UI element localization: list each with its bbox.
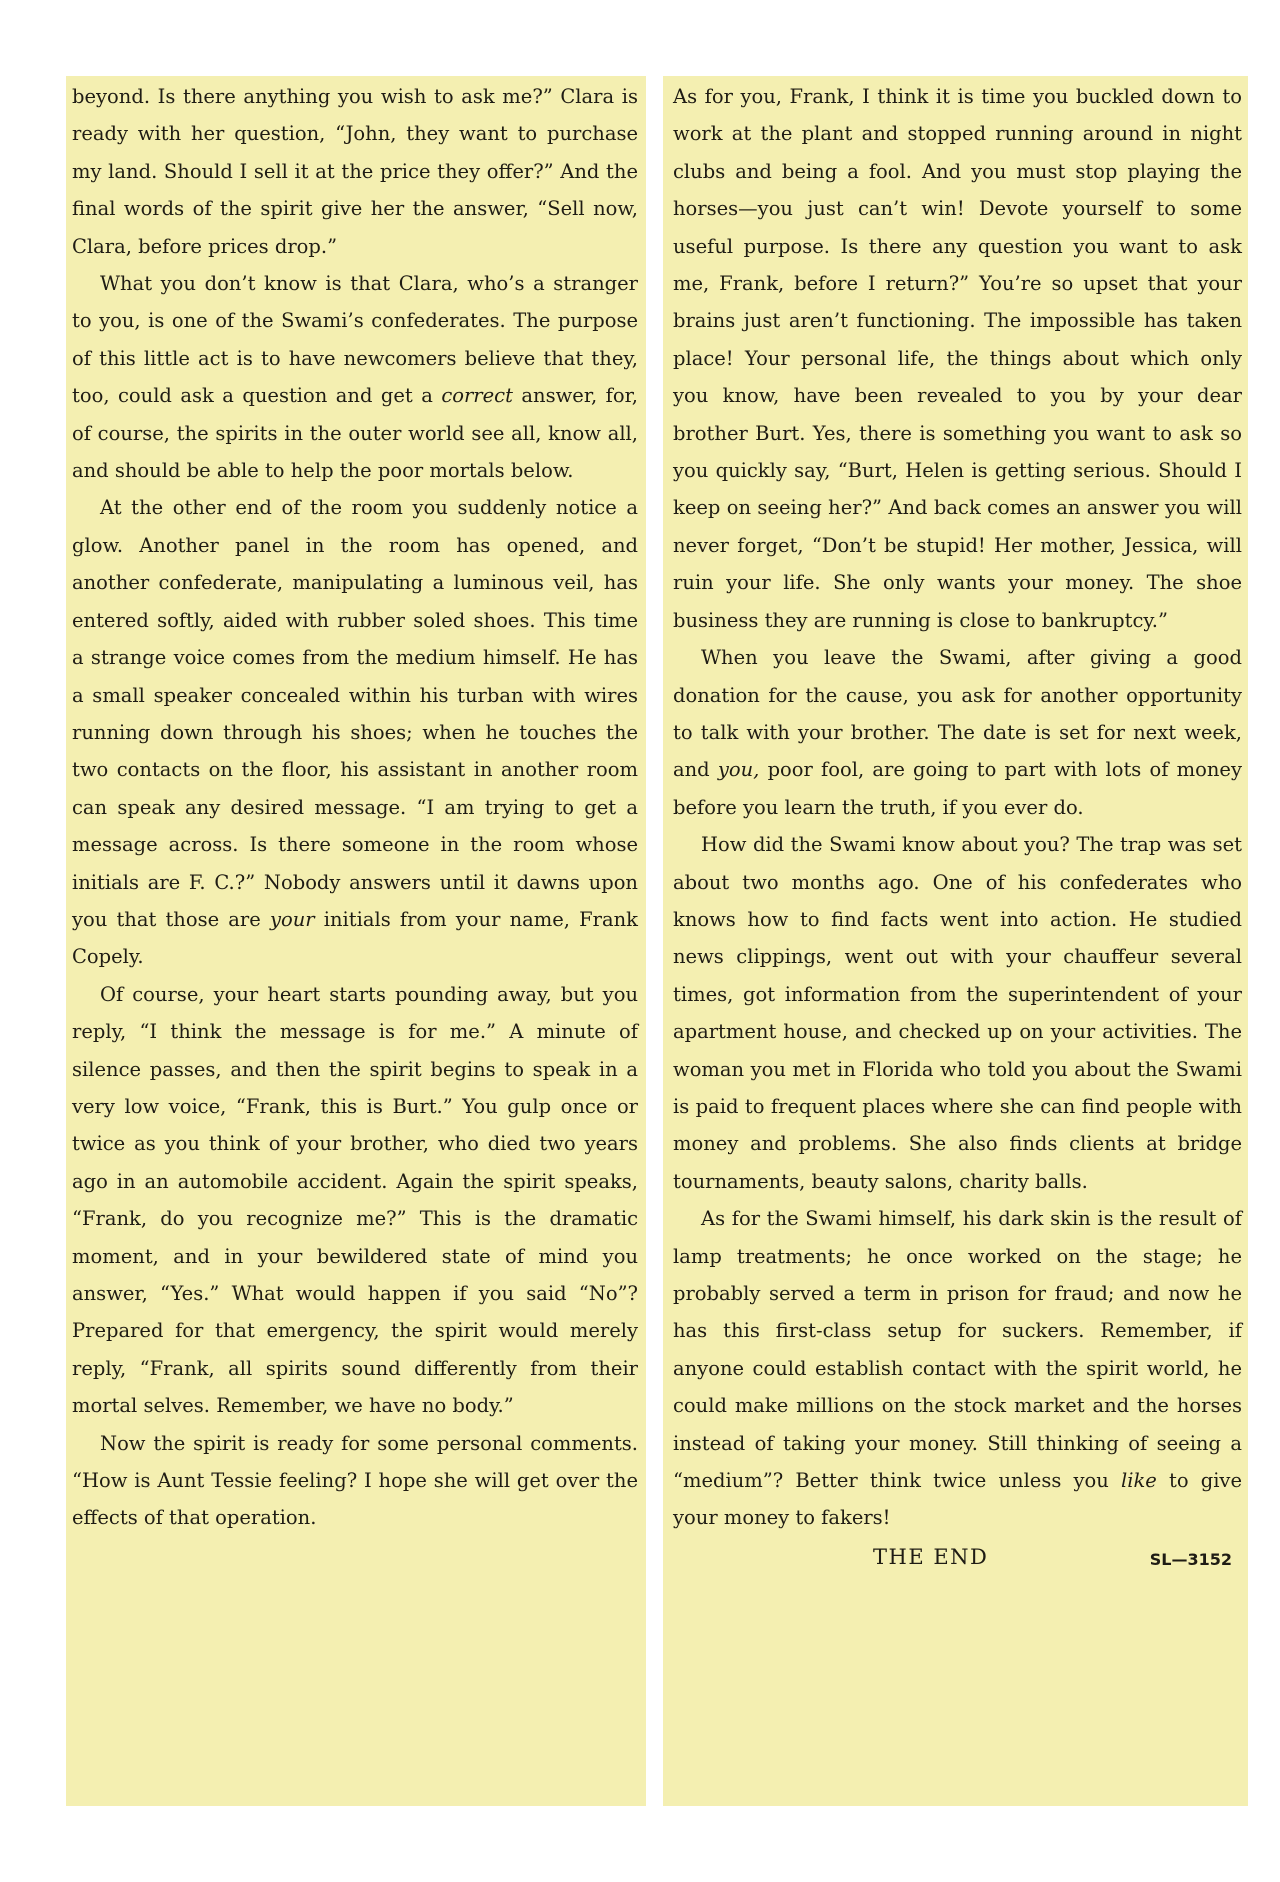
paragraph bbox=[673, 639, 1242, 826]
paragraph-text: Of course, your heart starts pounding away, but you reply, “I think the message is for me.” A minute of silence passes, and then the spirit begins to speak in a very low voice, “Frank, this is Burt.” You gulp once or twice as you think of your brother, who died two years ago in an automobile accident. Again the spirit speaks, “Frank, do you recognize me?” This is the dramatic moment, and in your bewildered state of mind you answer, “Yes.” What would happen if you said “No”? Prepared for that emergency, the spirit would merely reply, “Frank, all spirits sound differently from their mortal selves. Remember, we have no body.” bbox=[72, 982, 638, 1418]
left-text-column bbox=[66, 76, 646, 1806]
paragraph-text: beyond. Is there anything you wish to ask me?” Clara is ready with her question, “John, they want to purchase my land. Should I sell it at the price they offer?” And the final words of the spirit give her the answer, “Sell now, Clara, before prices drop.” bbox=[72, 85, 638, 258]
emphasis-text: your bbox=[269, 907, 315, 931]
paragraph-text: How did the Swami know about you? The trap was set about two months ago. One of his confederates who knows how to find facts went into action. He studied news clippings, went out with your chauffeur several times, got information from the superintendent of your apartment house, and checked up on your activities. The woman you met in Florida who told you about the Swami is paid to frequent places where she can find people with money and problems. She also finds clients at bridge tournaments, beauty salons, charity balls. bbox=[673, 833, 1242, 1193]
paragraph-text: answer, for, of course, the spirits in the outer world see all, know all, and should be able to help the poor mortals below. bbox=[72, 384, 638, 483]
paragraph-text: When you leave the Swami, after giving a good donation for the cause, you ask for another opportunity to talk with your brother. The date is set for next week, and bbox=[673, 646, 1242, 782]
paragraph bbox=[72, 78, 638, 265]
paragraph bbox=[673, 826, 1242, 1200]
paragraph-text: Nobody answers until it dawns upon you that those are bbox=[72, 870, 638, 931]
paragraph-text: What you don’t know is that Clara, who’s a stranger to you, is one of the Swami’s confederates. The purpose of this little act is to have newcomers believe that they, too, could ask a question and get a bbox=[72, 272, 638, 408]
paragraph bbox=[72, 265, 638, 489]
emphasis-text: correct bbox=[441, 384, 513, 408]
paragraph-text: to give your money to fakers! bbox=[673, 1469, 1242, 1530]
story-end-line bbox=[673, 1539, 1242, 1579]
paragraph-text: At the other end of the room you suddenly notice a glow. Another panel in the room has opened, and another confederate, manipulating a luminous veil, has entered softly, aided with rubber soled shoes. This time a strange voice comes from the medium himself. He has a small speaker concealed within his turban with wires running down through his shoes; when he touches the two contacts on the floor, his assistant in another room can speak any desired message. “I am trying to get a message across. Is there someone in the room whose initials are F. C.?” bbox=[72, 496, 638, 894]
paragraph bbox=[673, 1200, 1242, 1537]
paragraph-text: initials from your name, Frank Copely. bbox=[72, 907, 638, 969]
emphasis-text: like bbox=[1120, 1469, 1157, 1493]
paragraph bbox=[72, 1425, 638, 1537]
paragraph-text: Now the spirit is ready for some personal comments. “How is Aunt Tessie feeling? I hope she will get over the effects of that operation. bbox=[72, 1431, 638, 1530]
paragraph bbox=[72, 489, 638, 975]
paragraph bbox=[72, 976, 638, 1425]
the-end-label: THE END bbox=[873, 1544, 989, 1569]
paragraph-text: As for you, Frank, I think it is time you buckled down to work at the plant and stopped running around in night clubs and being a fool. And you must stop playing the horses—you just can’t win! Devote yourself to some useful purpose. Is there any question you want to ask me, Frank, before I return?” You’re so upset that your brains just aren’t functioning. The impossible has taken place! Your personal life, the things about which only you know, have been revealed to you by your dear brother Burt. Yes, there is something you want to ask so you quickly say, “Burt, Helen is getting serious. Should I keep on seeing her?” And back comes an answer you will never forget, “Don’t be stupid! Her mother, Jessica, will ruin your life. She only wants your money. The shoe business they are running is close to bankruptcy.” bbox=[673, 85, 1242, 632]
paragraph-text: As for the Swami himself, his dark skin is the result of lamp treatments; he once worked on the stage; he probably served a term in prison for fraud; and now he has this first-class setup for suckers. Remember, if anyone could establish contact with the spirit world, he could make millions on the stock market and the horses instead of taking your money. Still thinking of seeing a “medium”? Better think twice unless you bbox=[673, 1207, 1242, 1493]
paragraph bbox=[673, 78, 1242, 639]
paragraph-text: poor fool, are going to part with lots of money before you learn the truth, if you ever do. bbox=[673, 758, 1242, 819]
emphasis-text: you, bbox=[717, 758, 760, 782]
right-text-column bbox=[663, 76, 1248, 1806]
story-code-label: SL—3152 bbox=[1149, 1549, 1232, 1569]
